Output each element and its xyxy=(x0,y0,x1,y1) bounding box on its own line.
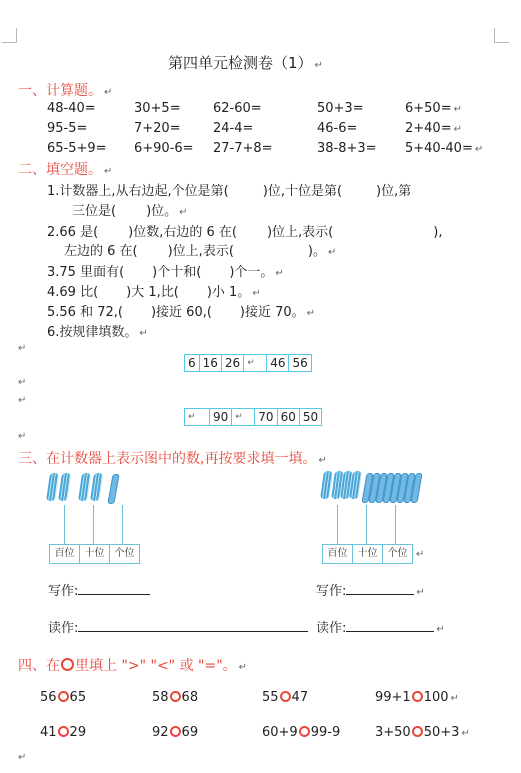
place-label-tens: 十位 xyxy=(353,545,383,563)
section-heading-calc: 一、计算题。 ↵ xyxy=(18,83,113,99)
sequence-cell: 90 xyxy=(210,409,232,425)
calc-item: 46-6= xyxy=(317,121,358,136)
compare-item: 92 69 xyxy=(152,725,199,740)
fill-question-5: 5.56 和 72,( )接近 60,( )接近 70。 ↵ xyxy=(47,305,316,320)
place-label-ones: 个位 xyxy=(387,548,408,559)
compare-item: 55 47 xyxy=(262,690,309,705)
sequence-cell: 16 xyxy=(200,355,222,371)
place-label-tens: 十位 xyxy=(80,545,110,563)
compare-item: 99+1 100 ↵ xyxy=(375,690,459,705)
fill-question-2-cont: 左边的 6 在( )位上,表示( )。 ↵ xyxy=(64,244,337,259)
ten-stick-bundle-icon xyxy=(90,473,103,501)
number-sequence-2 xyxy=(184,408,322,426)
compare-item: 60+9 99-9 xyxy=(262,725,341,740)
calc-item: 6+50= ↵ xyxy=(405,101,462,116)
abacus-rod xyxy=(366,505,367,545)
ten-stick-bundle-icon xyxy=(78,473,91,501)
calc-item: 62-60= xyxy=(213,101,262,116)
sequence-cell: 26 xyxy=(222,355,244,371)
read-line-left: 读作: xyxy=(48,617,308,636)
calc-item: 38-8+3= xyxy=(317,141,377,156)
compare-item: 58 68 xyxy=(152,690,199,705)
abacus-rod xyxy=(64,505,65,545)
calc-item: 50+3= xyxy=(317,101,364,116)
compare-item: 41 29 xyxy=(40,725,87,740)
abacus-rod xyxy=(93,505,94,545)
answer-circle-icon[interactable] xyxy=(299,726,310,737)
calc-item: 5+40-40= ↵ xyxy=(405,141,484,156)
answer-circle-icon[interactable] xyxy=(58,691,69,702)
abacus-rod xyxy=(395,505,396,545)
ten-stick-bundle-icon xyxy=(58,473,71,501)
compare-item: 56 65 xyxy=(40,690,87,705)
sequence-cell: 46 xyxy=(267,355,289,371)
corner-mark-top-right xyxy=(494,28,509,43)
read-line-right: 读作: ↵ xyxy=(316,621,445,636)
paragraph-mark: ↵ xyxy=(18,343,27,354)
number-sequence-1 xyxy=(184,354,312,372)
answer-circle-icon[interactable] xyxy=(58,726,69,737)
calc-item: 30+5= xyxy=(134,101,181,116)
place-label-ones: 个位 xyxy=(114,548,135,559)
answer-circle-icon[interactable] xyxy=(170,691,181,702)
fill-question-1: 1.计数器上,从右边起,个位是第( )位,十位是第( )位,第 xyxy=(47,184,412,199)
section-heading-compare: 四、在 里填上 ">" "<" 或 "="。 ↵ xyxy=(18,658,248,674)
calc-item: 48-40= xyxy=(47,101,96,116)
sequence-cell: 50 xyxy=(302,410,319,424)
calc-item: 95-5= xyxy=(47,121,88,136)
compare-item: 3+50 50+3 ↵ xyxy=(375,725,470,740)
section-heading-abacus: 三、在计数器上表示图中的数,再按要求填一填。 ↵ xyxy=(18,451,327,467)
paragraph-mark: ↵ xyxy=(18,377,27,388)
page-title: 第四单元检测卷（1） ↵ xyxy=(168,54,323,72)
calc-item: 7+20= xyxy=(134,121,181,136)
fill-question-4: 4.69 比( )大 1,比( )小 1。 ↵ xyxy=(47,285,261,300)
answer-circle-icon xyxy=(61,658,74,671)
abacus-rod xyxy=(337,505,338,545)
calc-item: 27-7+8= xyxy=(213,141,273,156)
abacus-place-labels xyxy=(322,544,413,564)
sequence-cell: 6 xyxy=(185,355,200,371)
sequence-cell-blank: ↵ xyxy=(232,409,255,425)
single-stick-icon xyxy=(107,474,119,504)
place-label-hundreds: 百位 xyxy=(323,545,353,563)
calc-item: 65-5+9= xyxy=(47,141,107,156)
abacus-place-labels xyxy=(49,544,140,564)
sequence-cell: 56 xyxy=(292,356,308,370)
paragraph-mark: ↵ xyxy=(18,395,27,406)
write-line-left: 写作: xyxy=(48,580,150,599)
calc-item: 2+40= ↵ xyxy=(405,121,462,136)
write-line-right: 写作: ↵ xyxy=(316,584,425,599)
calc-item: 24-4= xyxy=(213,121,254,136)
paragraph-mark: ↵ xyxy=(18,752,27,763)
section-heading-fill: 二、填空题。 ↵ xyxy=(18,162,113,178)
abacus-rod xyxy=(122,505,123,545)
calc-item: 6+90-6= xyxy=(134,141,194,156)
corner-mark-top-left xyxy=(2,28,17,43)
answer-circle-icon[interactable] xyxy=(170,726,181,737)
answer-circle-icon[interactable] xyxy=(280,691,291,702)
fill-question-6: 6.按规律填数。 ↵ xyxy=(47,325,148,340)
paragraph-mark: ↵ xyxy=(18,431,27,442)
place-label-hundreds: 百位 xyxy=(50,545,80,563)
sequence-cell: 60 xyxy=(278,409,300,425)
answer-circle-icon[interactable] xyxy=(412,726,423,737)
sequence-cell-blank: ↵ xyxy=(244,355,267,371)
sequence-cell-blank: ↵ xyxy=(185,409,210,425)
fill-question-3: 3.75 里面有( )个十和( )个一。 ↵ xyxy=(47,265,284,280)
answer-circle-icon[interactable] xyxy=(412,691,423,702)
paragraph-mark: ↵ xyxy=(416,549,425,560)
fill-question-2: 2.66 是( )位数,右边的 6 在( )位上,表示( ), xyxy=(47,225,443,240)
sequence-cell: 70 xyxy=(255,409,277,425)
ten-stick-bundle-icon xyxy=(46,473,59,501)
fill-question-1-cont: 三位是( )位。 ↵ xyxy=(72,204,188,219)
